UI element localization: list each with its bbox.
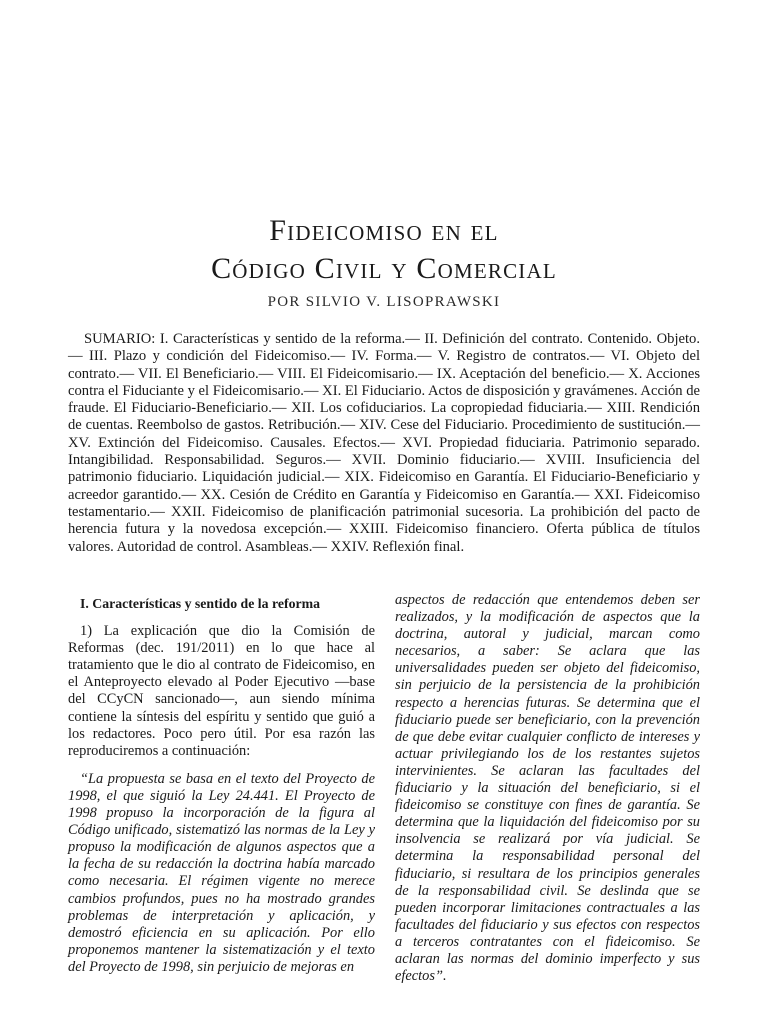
title-line-2: Código Civil y Comercial bbox=[211, 252, 557, 285]
left-column bbox=[68, 592, 375, 976]
quote-paragraph-start: “La propuesta se basa en el texto del Proyecto de 1998, el que siguió la Ley 24.441. El Proyecto de 1998 propuso la incorporación de la figura al Código unificado, sistematizó las normas de la Ley y propuso la modificación de algunos aspectos que a la fecha de su redacción la doctrina había marcado como necesaria. El régimen vigente no merece cambios profundos, pues no ha mostrado grandes problemas de interpretación y aplicación, y demostró eficiencia en su aplicación. Por ello proponemos mantener la sistematización y el texto del Proyecto de 1998, sin perjuicio de mejoras en bbox=[68, 770, 375, 975]
article-title bbox=[0, 212, 768, 288]
sumario-paragraph: SUMARIO: I. Características y sentido de la reforma.— II. Definición del contrato. Contenido. Objeto.— III. Plazo y condición del Fideicomiso.— IV. Forma.— V. Registro de contratos.— VI. Objeto del contrato.— VII. El Beneficiario.— VIII. El Fideicomisario.— IX. Aceptación del beneficio.— X. Acciones contra el Fiduciante y el Fideicomisario.— XI. El Fiduciario. Actos de disposición y gravámenes. Acción de fraude. El Fiduciario-Beneficiario.— XII. Los cofiduciarios. La copropiedad fiduciaria.— XIII. Rendición de cuentas. Reembolso de gastos. Retribución.— XIV. Cese del Fiduciario. Procedimiento de sustitución.— XV. Extinción del Fideicomiso. Causales. Efectos.— XVI. Propiedad fiduciaria. Patrimonio separado. Intangibilidad. Responsabilidad. Seguros.— XVII. Dominio fiduciario.— XVIII. Insuficiencia del patrimonio fiduciario. Liquidación judicial.— XIX. Fideicomiso en Garantía. El Fiduciario-Beneficiario y acreedor garantido.— XX. Cesión de Crédito en Garantía y Fideicomiso en Garantía.— XXI. Fideicomiso testamentario.— XXII. Fideicomiso de planificación patrimonial sucesoria. La prohibición del pacto de herencia futura y la novedosa excepción.— XXIII. Fideicomiso financiero. Oferta pública de títulos valores. Autoridad de control. Asambleas.— XXIV. Reflexión final. bbox=[68, 331, 700, 555]
right-column bbox=[395, 592, 700, 985]
section-heading: I. Características y sentido de la reforma bbox=[80, 596, 320, 611]
article-author: POR SILVIO V. LISOPRAWSKI bbox=[267, 294, 501, 310]
title-line-1: Fideicomiso en el bbox=[269, 214, 499, 247]
quote-paragraph-continuation: aspectos de redacción que entendemos deben ser realizados, y la modificación de aspectos que la doctrina, autoral y judicial, marcan como necesarios, a saber: Se aclara que las universalidades pueden ser objeto del fideicomiso, sin perjuicio de la persistencia de la prohibición respecto a herencias futuras. Se determina que el fiduciario puede ser beneficiario, con la prevención de que debe evitar cualquier conflicto de intereses y actuar privilegiando los de los restantes sujetos intervinientes. Se aclaran las facultades del fiduciario y la situación del beneficiario, si el fideicomiso se constituye con fines de garantía. Se determina que la liquidación del fideicomiso por su insolvencia se realizará por vía judicial. Se determina la responsabilidad personal del fiduciario, si resultara de los principios generales de la responsabilidad civil. Se deslinda que se pueden incorporar limitaciones contractuales a las facultades del fiduciario y sus efectos con respectos a terceros contratantes con el fideicomiso. Se aclaran las normas del dominio imperfecto y sus efectos”. bbox=[395, 592, 700, 985]
body-paragraph-1: 1) La explicación que dio la Comisión de Reformas (dec. 191/2011) en lo que hace al tratamiento que le dio al contrato de Fideicomiso, en el Anteproyecto elevado al Poder Ejecutivo —base del CCyCN sancionado—, aun siendo mínima contiene la síntesis del espíritu y sentido que guió a los redactores. Poco pero útil. Por esa razón las reproduciremos a continuación: bbox=[68, 623, 375, 759]
